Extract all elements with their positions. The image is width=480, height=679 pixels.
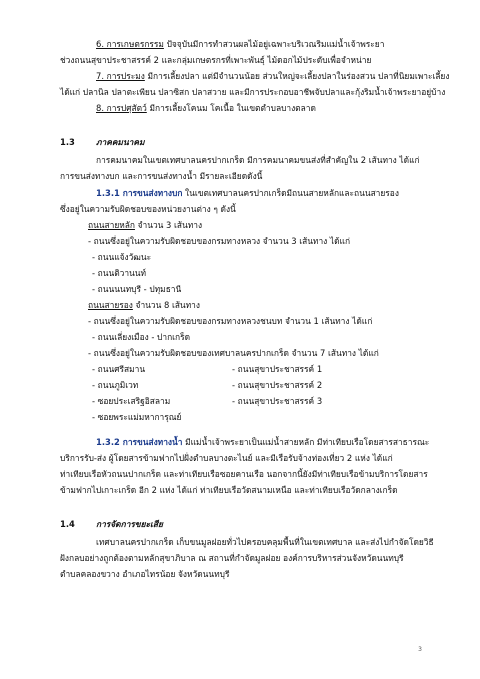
heading-fishery: 7. การประมง: [96, 71, 145, 81]
text-livestock: มีการเลี้ยงโคนม โคเนื้อ ในเขตตำบลบางตลาด: [146, 103, 316, 113]
text-agriculture: ปัจจุบันมีการทำสวนผลไม้อยู่เฉพาะบริเวณริมแม่น้ำเจ้าพระยา: [163, 39, 385, 49]
text-line: ได้แก่ ปลานิล ปลาตะเพียน ปลาซิสก ปลาสวาย และมีการประกอบอาชีพจับปลาและกุ้งริมน้ำเจ้าพระยาอยู่บ้าง: [60, 87, 446, 97]
text-line: เทศบาลนครปากเกร็ด เก็บขนมูลฝอยทั่วไปครอบคลุมพื้นที่ในเขตเทศบาล และส่งไปกำจัดโดยวิธี: [96, 537, 434, 547]
main-roads-line: [88, 220, 202, 231]
text-line: - ถนนซึ่งอยู่ในความรับผิดชอบของกรมทางหลวง จำนวน 3 เส้นทาง ได้แก่: [88, 236, 351, 246]
text-line: ท่าเทียบเรือหัวถนนปากเกร็ด และท่าเทียบเรือซอยคานเรือ นอกจากนี้ยังมีท่าเทียบเรือข้ามบริการโดยสาร: [60, 469, 428, 479]
paragraph-water-transport: [96, 437, 429, 448]
road-item: - ถนนติวานนท์: [92, 268, 147, 278]
heading-livestock: 8. การปศุสัตว์: [96, 103, 147, 113]
text-secondary-roads: จำนวน 8 เส้นทาง: [132, 300, 200, 310]
heading-water-transport: 1.3.2 การขนส่งทางน้ำ: [96, 437, 183, 447]
section-number-1-3: 1.3: [60, 137, 75, 147]
paragraph-livestock: [96, 103, 316, 114]
road-item: - ซอยพระแม่มหาการุณย์: [92, 412, 182, 422]
paragraph-agriculture: [96, 39, 384, 50]
section-title-waste: การจัดการขยะเสีย: [96, 519, 163, 529]
road-item: - ซอยประเสริฐอิสลาม: [92, 396, 171, 406]
text-line: ข้ามฟากไปเกาะเกร็ด อีก 2 แห่ง ได้แก่ ท่าเทียบเรือวัดสนามเหนือ และท่าเทียบเรือวัดกลางเกร็ด: [60, 485, 398, 495]
heading-agriculture: 6. การเกษตรกรรม: [96, 39, 164, 49]
road-item: - ถนนเลี่ยงเมือง - ปากเกร็ด: [92, 332, 191, 342]
heading-land-transport: 1.3.1 การขนส่งทางบก: [96, 188, 183, 198]
text-land-transport: ในเขตเทศบาลนครปากเกร็ดมีถนนสายหลักและถนนสายรอง: [182, 188, 399, 198]
road-item: - ถนนแจ้งวัฒนะ: [92, 252, 152, 262]
road-item: - ถนนศรีสมาน: [92, 364, 146, 374]
text-main-roads: จำนวน 3 เส้นทาง: [134, 220, 203, 230]
text-line: ตำบลคลองขวาง อำเภอไทรน้อย จังหวัดนนทบุรี: [60, 569, 230, 579]
text-line: - ถนนซึ่งอยู่ในความรับผิดชอบของกรมทางหลวงชนบท จำนวน 1 เส้นทาง ได้แก่: [88, 316, 373, 326]
road-item: - ถนนสุขาประชาสรรค์ 1: [232, 364, 323, 374]
road-item: - ถนนสุขาประชาสรรค์ 3: [232, 396, 323, 406]
paragraph-land-transport: [96, 188, 399, 199]
section-title-transport: ภาคคมนาคม: [96, 137, 145, 147]
road-item: - ถนนภูมิเวท: [92, 380, 139, 390]
text-line: การขนส่งทางบก และการขนส่งทางน้ำ มีรายละเอียดดังนี้: [60, 171, 263, 181]
road-item: - ถนนนนทบุรี - ปทุมธานี: [92, 284, 182, 294]
text-line: - ถนนซึ่งอยู่ในความรับผิดชอบของเทศบาลนครปากเกร็ด จำนวน 7 เส้นทาง ได้แก่: [88, 348, 379, 358]
paragraph-fishery: [96, 71, 449, 82]
text-line: บริการรับ-ส่ง ผู้โดยสารข้ามฟากไปฝั่งตำบลบางตะไนย์ และมีเรือรับจ้างท่องเที่ยว 2 แห่ง ได้แก่: [60, 453, 393, 463]
text-line: ซึ่งอยู่ในความรับผิดชอบของหน่วยงานต่าง ๆ ดังนี้: [60, 204, 236, 214]
text-water-transport: มีแม่น้ำเจ้าพระยาเป็นแม่น้ำสายหลัก มีท่าเทียบเรือโดยสารสาธารณะ: [182, 437, 430, 447]
heading-secondary-roads: ถนนสายรอง: [88, 300, 133, 310]
text-line: การคมนาคมในเขตเทศบาลนครปากเกร็ด มีการคมนาคมขนส่งที่สำคัญใน 2 เส้นทาง ได้แก่: [96, 155, 420, 165]
secondary-roads-line: [88, 300, 200, 311]
page-number: 3: [418, 646, 422, 653]
text-fishery: มีการเลี้ยงปลา แต่มีจำนวนน้อย ส่วนใหญ่จะเลี้ยงปลาในร่องสวน ปลาที่นิยมเพาะเลี้ยง: [144, 71, 450, 81]
heading-main-roads: ถนนสายหลัก: [88, 220, 135, 230]
text-line: ฝังกลบอย่างถูกต้องตามหลักสุขาภิบาล ณ สถานที่กำจัดมูลฝอย องค์การบริหารส่วนจังหวัดนนทบุรี: [60, 553, 404, 563]
section-number-1-4: 1.4: [60, 519, 75, 529]
text-line: ช่วงถนนสุขาประชาสรรค์ 2 และกลุ่มเกษตรกรที่เพาะพันธุ์ ไม้ดอกไม้ประดับเพื่อจำหน่าย: [60, 55, 372, 65]
road-item: - ถนนสุขาประชาสรรค์ 2: [232, 380, 323, 390]
